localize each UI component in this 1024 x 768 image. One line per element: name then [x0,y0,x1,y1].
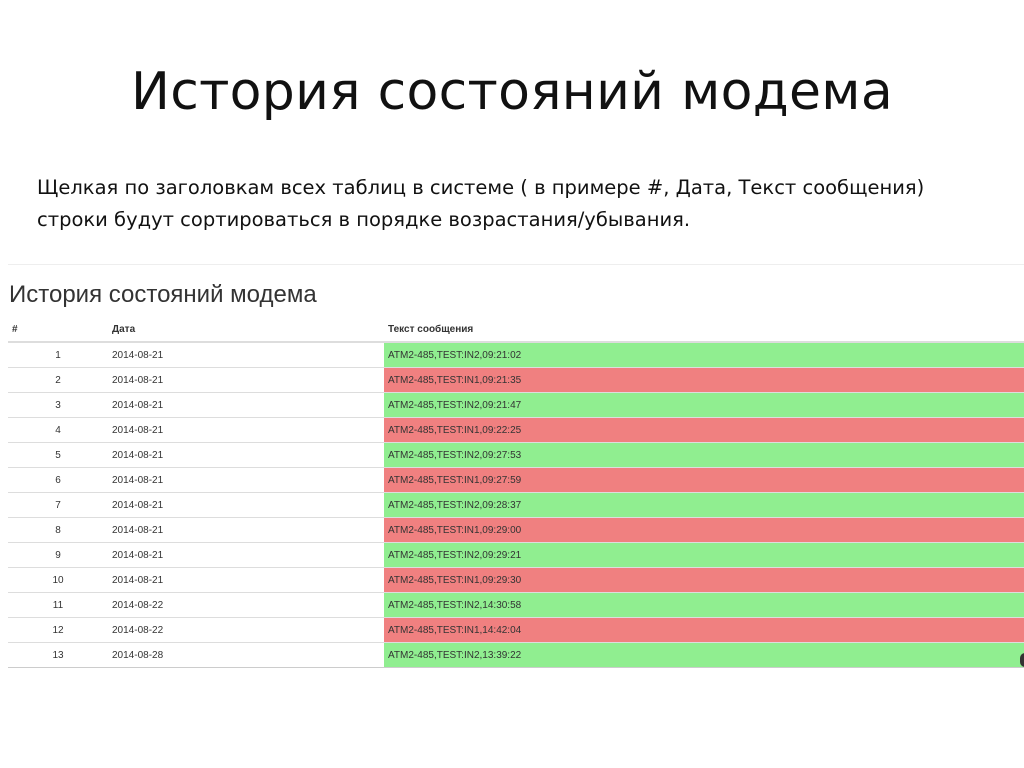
row-number: 10 [8,568,108,593]
slide-title: История состояний модема [131,62,893,122]
column-header-message[interactable]: Текст сообщения [384,317,1024,342]
row-message: ATM2-485,TEST:IN1,09:21:35 [384,368,1024,393]
row-number: 6 [8,468,108,493]
row-date: 2014-08-22 [108,593,384,618]
row-number: 4 [8,418,108,443]
slide-description-line-2: строки будут сортироваться в порядке возрастания/убывания. [37,208,691,231]
row-message: ATM2-485,TEST:IN1,09:22:25 [384,418,1024,443]
row-message: ATM2-485,TEST:IN2,13:39:22 [384,643,1024,668]
modem-history-screenshot [8,264,1024,671]
row-number: 3 [8,393,108,418]
row-date: 2014-08-21 [108,418,384,443]
table-row [8,518,1024,543]
row-message: ATM2-485,TEST:IN1,09:29:30 [384,568,1024,593]
row-date: 2014-08-28 [108,643,384,668]
row-message: ATM2-485,TEST:IN1,09:29:00 [384,518,1024,543]
row-date: 2014-08-22 [108,618,384,643]
row-message: ATM2-485,TEST:IN2,09:21:47 [384,393,1024,418]
row-number: 8 [8,518,108,543]
row-date: 2014-08-21 [108,342,384,368]
row-date: 2014-08-21 [108,468,384,493]
modem-history-table [8,317,1024,668]
table-row [8,468,1024,493]
slide-description-line-1: Щелкая по заголовкам всех таблиц в системе ( в примере #, Дата, Текст сообщения) [37,176,925,199]
column-header-date[interactable]: Дата [108,317,384,342]
table-row [8,368,1024,393]
row-number: 5 [8,443,108,468]
column-header-number[interactable]: # [8,317,108,342]
row-date: 2014-08-21 [108,518,384,543]
row-message: ATM2-485,TEST:IN2,09:28:37 [384,493,1024,518]
row-number: 11 [8,593,108,618]
row-message: ATM2-485,TEST:IN1,14:42:04 [384,618,1024,643]
table-row [8,342,1024,368]
table-body [8,342,1024,668]
table-row [8,643,1024,668]
row-number: 7 [8,493,108,518]
table-row [8,493,1024,518]
scroll-handle[interactable] [1020,653,1024,667]
row-date: 2014-08-21 [108,493,384,518]
slide-description [37,172,997,236]
row-date: 2014-08-21 [108,443,384,468]
table-row [8,593,1024,618]
row-number: 13 [8,643,108,668]
row-number: 12 [8,618,108,643]
table-header-row [8,317,1024,342]
table-row [8,393,1024,418]
row-number: 9 [8,543,108,568]
row-message: ATM2-485,TEST:IN2,14:30:58 [384,593,1024,618]
row-date: 2014-08-21 [108,393,384,418]
row-message: ATM2-485,TEST:IN2,09:29:21 [384,543,1024,568]
row-message: ATM2-485,TEST:IN2,09:27:53 [384,443,1024,468]
table-row [8,618,1024,643]
row-date: 2014-08-21 [108,368,384,393]
row-number: 1 [8,342,108,368]
table-row [8,543,1024,568]
row-message: ATM2-485,TEST:IN1,09:27:59 [384,468,1024,493]
table-row [8,443,1024,468]
table-row [8,418,1024,443]
row-number: 2 [8,368,108,393]
row-date: 2014-08-21 [108,543,384,568]
table-row [8,568,1024,593]
row-date: 2014-08-21 [108,568,384,593]
row-message: ATM2-485,TEST:IN2,09:21:02 [384,342,1024,368]
panel-title: История состояний модема [9,281,317,308]
